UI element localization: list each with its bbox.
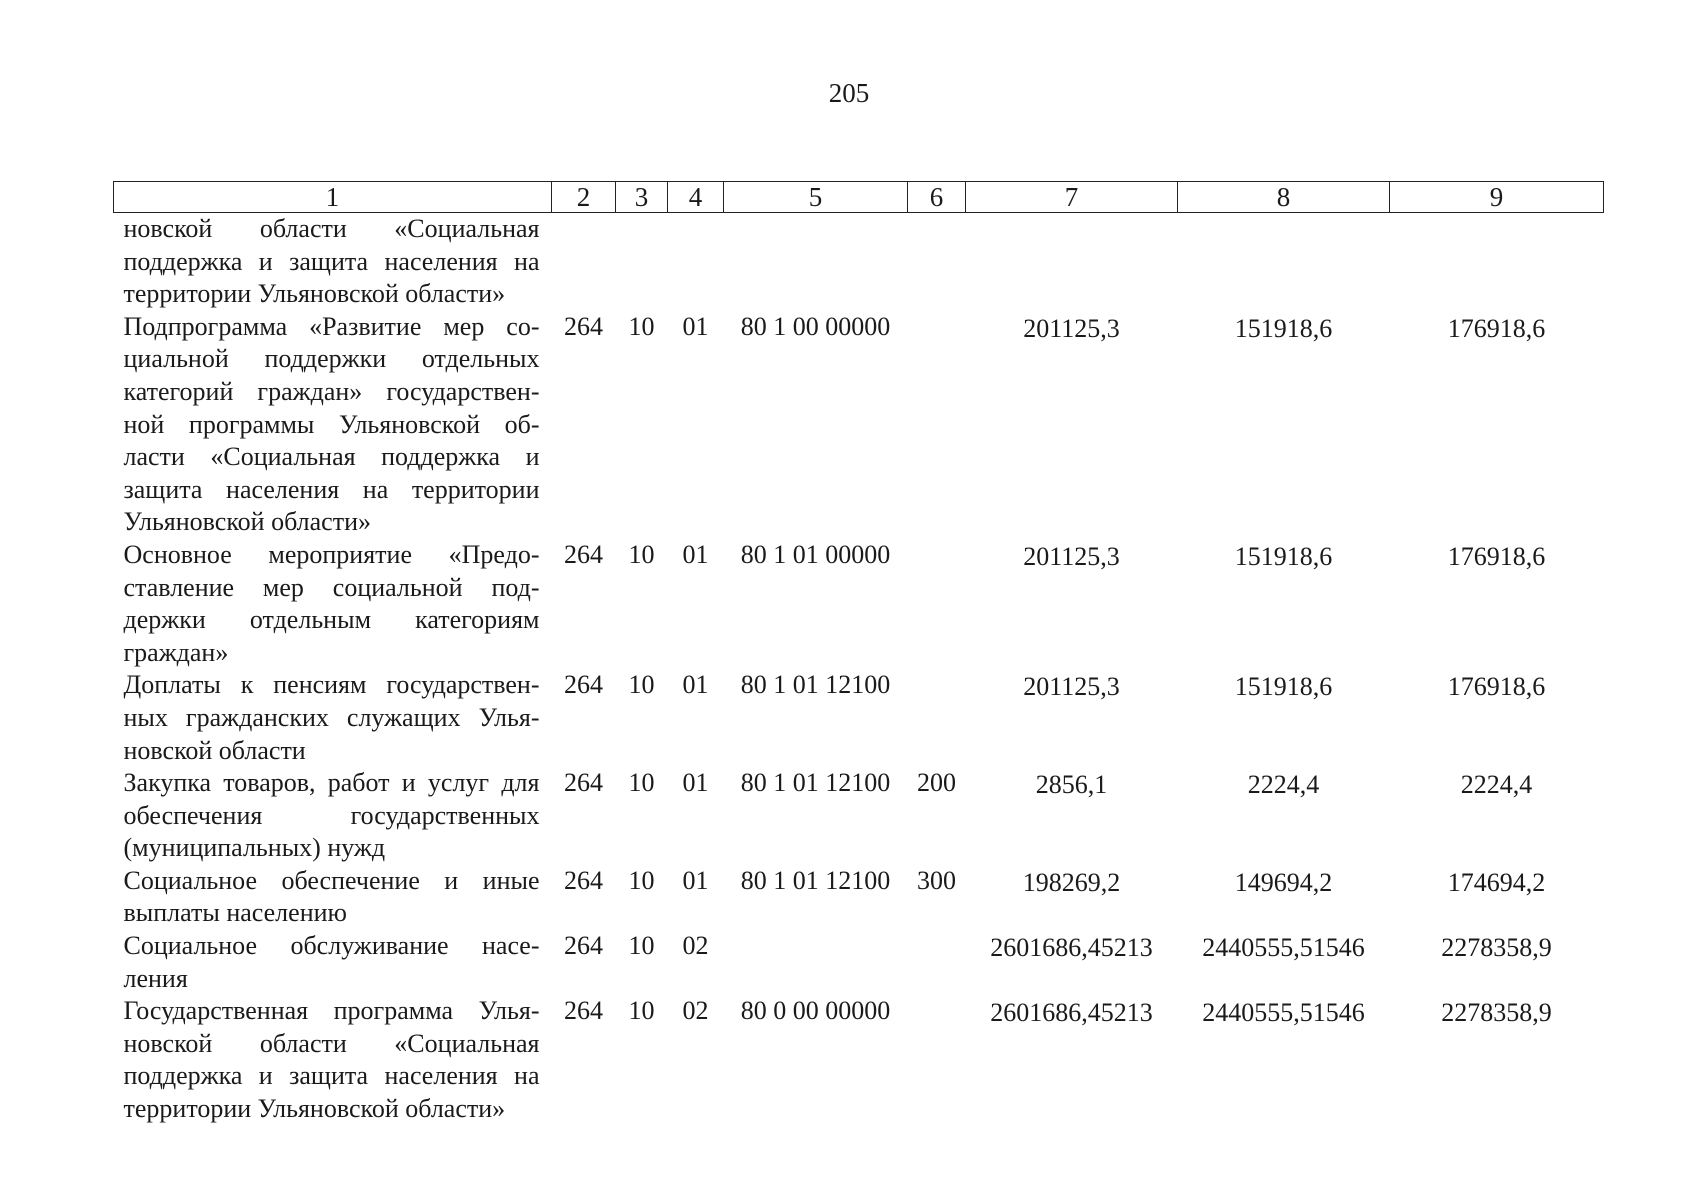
page-number: 205 (828, 78, 870, 108)
amount-year-3 (1390, 213, 1604, 311)
section-code: 10 (628, 865, 655, 895)
amount-year-2: 151918,6 (1234, 541, 1333, 571)
amount-year-2 (1178, 213, 1390, 311)
subsection-code: 01 (682, 865, 709, 895)
amount-year-2: 149694,2 (1234, 867, 1333, 897)
description-line: Ульяновской области» (123, 507, 371, 537)
table-header-row (114, 182, 1604, 213)
section-code: 10 (628, 996, 655, 1026)
amount-year-2: 151918,6 (1234, 672, 1333, 702)
ministry-code: 264 (564, 311, 603, 341)
target-article-code: 80 0 00 00000 (740, 996, 891, 1026)
column-header-1: 1 (114, 182, 552, 213)
table-row (114, 930, 1604, 995)
section-code: 10 (628, 931, 655, 961)
column-header-4: 4 (668, 182, 724, 213)
description-line: (муниципальных) нужд (123, 833, 386, 863)
description-line: территории Ульяновской области» (123, 1094, 506, 1124)
description-line: Доплаты к пенсиям государствен- (123, 670, 540, 700)
description-line: поддержка и защита населения на (123, 1061, 540, 1091)
target-article-code: 80 1 00 00000 (740, 311, 891, 341)
target-article-code: 80 1 01 12100 (740, 670, 891, 700)
column-header-2: 2 (552, 182, 616, 213)
section-code: 10 (628, 539, 655, 569)
amount-year-2: 2440555,51546 (1202, 933, 1365, 963)
column-header-8: 8 (1178, 182, 1390, 213)
expense-type-code (908, 930, 966, 995)
section-code: 10 (628, 670, 655, 700)
amount-year-3: 176918,6 (1447, 672, 1546, 702)
row-description (114, 669, 552, 767)
description-line: новской области «Социальная (123, 1028, 540, 1058)
amount-year-3: 2278358,9 (1441, 998, 1552, 1028)
amount-year-1: 2601686,45213 (990, 933, 1153, 963)
description-line: защита населения на территории (123, 474, 540, 504)
table-row (114, 213, 1604, 311)
amount-year-1: 201125,3 (1023, 672, 1120, 702)
description-line: поддержка и защита населения на (123, 246, 540, 276)
amount-year-2: 2224,4 (1247, 770, 1320, 800)
expense-type-code (908, 995, 966, 1125)
expense-type-code: 200 (917, 768, 956, 798)
row-description (114, 865, 552, 930)
subsection-code: 01 (682, 768, 709, 798)
subsection-code: 01 (682, 539, 709, 569)
description-line: граждан» (123, 637, 229, 667)
description-line: Государственная программа Улья- (123, 996, 540, 1026)
ministry-code: 264 (564, 768, 603, 798)
target-article-code: 80 1 01 12100 (740, 865, 891, 895)
description-line: Основное мероприятие «Предо- (123, 539, 540, 569)
amount-year-1: 2601686,45213 (990, 998, 1153, 1028)
expense-type-code (908, 669, 966, 767)
target-article-code (724, 930, 908, 995)
description-line: выплаты населению (123, 898, 347, 928)
expense-type-code (908, 539, 966, 669)
target-article-code: 80 1 01 12100 (740, 768, 891, 798)
description-line: Закупка товаров, работ и услуг для (123, 768, 540, 798)
row-description (114, 539, 552, 669)
subsection-code: 02 (682, 996, 709, 1026)
expense-type-code (908, 213, 966, 311)
target-article-code (724, 213, 908, 311)
amount-year-1: 198269,2 (1022, 867, 1121, 897)
section-code: 10 (628, 768, 655, 798)
target-article-code: 80 1 01 00000 (740, 539, 891, 569)
row-description (114, 311, 552, 539)
description-line: обеспечения государственных (123, 800, 540, 830)
expense-type-code (908, 311, 966, 539)
ministry-code: 264 (564, 996, 603, 1026)
section-code (616, 213, 668, 311)
subsection-code: 01 (682, 670, 709, 700)
description-line: категорий граждан» государствен- (123, 376, 540, 406)
table-row (114, 669, 1604, 767)
description-line: новской области (123, 735, 306, 765)
amount-year-1: 201125,3 (1023, 313, 1120, 343)
description-line: держки отдельным категориям (123, 605, 540, 635)
table-row (114, 311, 1604, 539)
subsection-code: 01 (682, 311, 709, 341)
description-line: ных гражданских служащих Улья- (123, 702, 540, 732)
ministry-code: 264 (564, 931, 603, 961)
amount-year-1: 201125,3 (1023, 541, 1120, 571)
description-line: новской области «Социальная (123, 214, 540, 243)
subsection-code: 02 (682, 931, 709, 961)
amount-year-3: 2224,4 (1460, 770, 1533, 800)
section-code: 10 (628, 311, 655, 341)
ministry-code: 264 (564, 865, 603, 895)
amount-year-1 (966, 213, 1178, 311)
description-line: ления (123, 963, 188, 993)
amount-year-3: 176918,6 (1447, 541, 1546, 571)
description-line: Социальное обслуживание насе- (123, 931, 540, 961)
amount-year-3: 174694,2 (1447, 867, 1546, 897)
description-line: ласти «Социальная поддержка и (123, 442, 540, 472)
amount-year-3: 176918,6 (1447, 313, 1546, 343)
ministry-code: 264 (564, 670, 603, 700)
column-header-3: 3 (616, 182, 668, 213)
row-description (114, 995, 552, 1125)
expense-type-code: 300 (917, 865, 956, 895)
description-line: территории Ульяновской области» (123, 279, 506, 309)
description-line: циальной поддержки отдельных (123, 344, 540, 374)
ministry-code (552, 213, 616, 311)
table-row (114, 767, 1604, 865)
column-header-5: 5 (724, 182, 908, 213)
description-line: Подпрограмма «Развитие мер со- (123, 311, 540, 341)
row-description (114, 213, 552, 311)
row-description (114, 767, 552, 865)
column-header-9: 9 (1390, 182, 1604, 213)
budget-table (113, 181, 1604, 1126)
description-line: ставление мер социальной под- (123, 572, 540, 602)
subsection-code (668, 213, 724, 311)
column-header-7: 7 (966, 182, 1178, 213)
amount-year-1: 2856,1 (1035, 770, 1108, 800)
amount-year-3: 2278358,9 (1441, 933, 1552, 963)
table-row (114, 539, 1604, 669)
description-line: Социальное обеспечение и иные (123, 865, 540, 895)
amount-year-2: 151918,6 (1234, 313, 1333, 343)
amount-year-2: 2440555,51546 (1202, 998, 1365, 1028)
column-header-6: 6 (908, 182, 966, 213)
description-line: ной программы Ульяновской об- (123, 409, 540, 439)
table-row (114, 995, 1604, 1125)
table-row (114, 865, 1604, 930)
row-description (114, 930, 552, 995)
ministry-code: 264 (564, 539, 603, 569)
